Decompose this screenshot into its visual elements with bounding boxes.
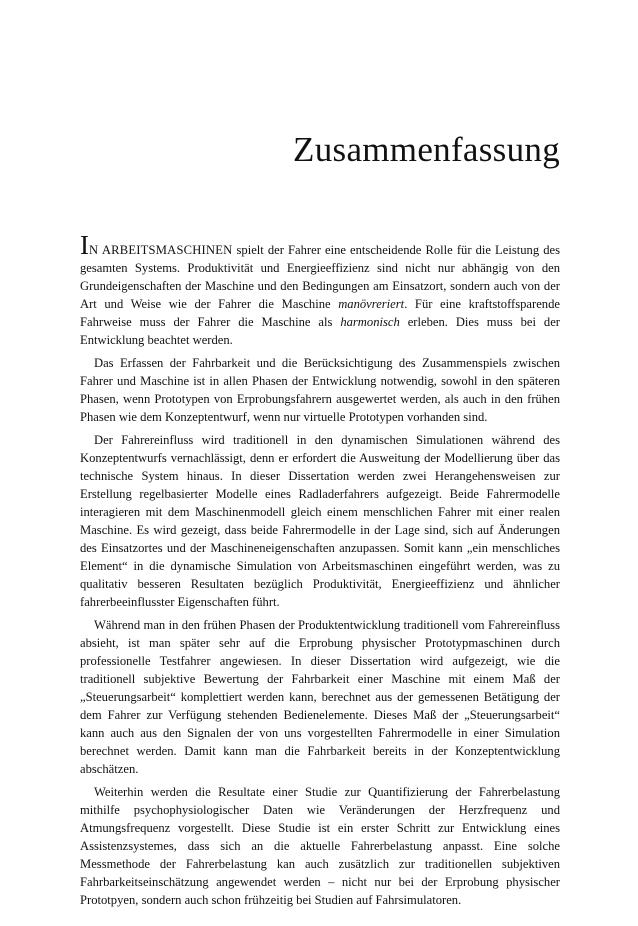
drop-cap: I (80, 230, 89, 260)
paragraph-1 (80, 230, 560, 349)
paragraph-2: Das Erfassen der Fahrbarkeit und die Berücksichtigung des Zusammenspiels zwischen Fahrer und Maschine ist in allen Phasen der Entwicklung notwendig, sowohl in den späteren Phasen, wenn Prototypen von Erprobungsfahrern ausgewertet werden, als auch in den frühen Phasen wie dem Konzeptentwurf, wenn nur virtuelle Prototypen vorhanden sind. (80, 356, 560, 424)
paragraph-1-text-b: . Für eine kraftstoffsparende Fahrweise muss der Fahrer die Maschine als (80, 297, 560, 329)
emphasis-harmonisch: harmonisch (340, 315, 400, 329)
paragraph-5: Weiterhin werden die Resultate einer Studie zur Quantifizierung der Fahrerbelastung mithilfe psychophysiologischer Daten wie Veränderungen der Herzfrequenz und Atmungsfrequenz vorgestellt. Diese Studie ist ein erster Schritt zur Entwicklung eines Assistenzsystemes, dass sich an die aktuelle Fahrerbelastung anpasst. Eine solche Messmethode der Fahrerbelastung kan auch zusätzlich zur traditionellen subjektiven Fahrbarkeitseinschätzung angewendet werden – nicht nur bei der Erprobung physischer Prototpyen, sondern auch schon frühzeitig bei Studien auf Fahrsimulatoren. (80, 785, 560, 907)
paragraph-3: Der Fahrereinfluss wird traditionell in den dynamischen Simulationen während des Konzeptentwurfs vernachlässigt, denn er erfordert die Ausweitung der Modellierung über das technische System hinaus. In dieser Dissertation werden zwei Herangehensweisen zur Erstellung regelbasierter Modelle eines Radladerfahrers aufgezeigt. Beide Fahrermodelle interagieren mit dem Maschinenmodell gleich einem menschlichen Fahrer mit einer realen Maschine. Es wird gezeigt, dass beide Fahrermodelle in der Lage sind, sich auf Änderungen des Einsatzortes und der Maschineneigenschaften anzupassen. Somit kann „ein menschliches Element“ in die dynamische Simulation von Arbeitsmaschinen eingeführt werden, was zu qualitativ besseren Resultaten bezüglich Produktivität, Energieeffizienz und ähnlicher fahrerbeeinflusster Eigenschaften führt. (80, 433, 560, 609)
paragraph-1-text-c: erleben. Dies muss bei der Entwicklung beachtet werden. (80, 315, 560, 347)
emphasis-manoevreriert: manövreriert (338, 297, 405, 311)
page-title: Zusammenfassung (293, 130, 560, 169)
summary-body (80, 230, 560, 909)
paragraph-1-text-a: spielt der Fahrer eine entscheidende Rolle für die Leistung des gesamten Systems. Produktivität und Energieeffizienz sind nicht nur abhängig von den Grundeigenschaften der Maschine und den Bedingungen am Einsatzort, sondern auch von der Art und Weise wie der Fahrer die Maschine (80, 243, 560, 311)
paragraph-4: Während man in den frühen Phasen der Produktentwicklung traditionell vom Fahrereinfluss absieht, ist man später sehr auf die Erprobung physischer Prototypmaschinen durch professionelle Testfahrer angewiesen. In dieser Dissertation wird aufgezeigt, wie die traditionell subjektive Bewertung der Fahrbarkeit einer Maschine mit einem Maß der „Steuerungsarbeit“ komplettiert werden kann, berechnet aus der gemessenen Betätigung der dem Fahrer zur Verfügung stehenden Bedienelemente. Dieses Maß der „Steuerungsarbeit“ kann auch aus den Signalen der von uns vorgestellten Fahrermodelle in einer Simulation berechnet werden. Damit kann man die Fahrbarkeit bereits in der Konzeptentwicklung abschätzen. (80, 618, 560, 776)
small-caps-lead: N ARBEITSMASCHINEN (89, 243, 233, 257)
